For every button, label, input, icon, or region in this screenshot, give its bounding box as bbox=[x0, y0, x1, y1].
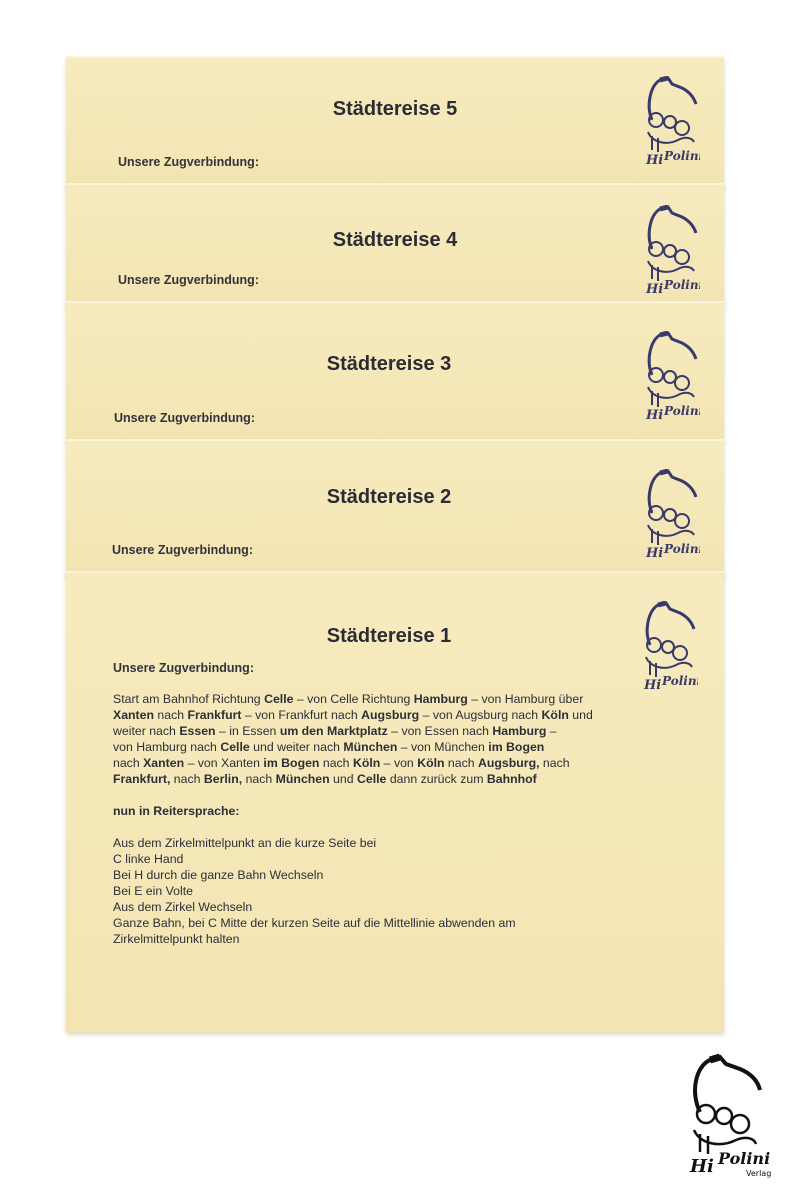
brand-tag: Verlag bbox=[746, 1169, 772, 1178]
card-subtitle: Unsere Zugverbindung: bbox=[112, 543, 253, 557]
route-city: Köln bbox=[417, 756, 445, 770]
route-text: – von Frankfurt nach bbox=[241, 708, 362, 722]
route-paragraph bbox=[113, 691, 693, 787]
card-3 bbox=[66, 301, 724, 441]
route-city: Xanten bbox=[113, 708, 154, 722]
card-subtitle: Unsere Zugverbindung: bbox=[114, 411, 255, 425]
hi-polini-logo-icon bbox=[638, 469, 700, 569]
route-line bbox=[113, 707, 693, 723]
instruction-list bbox=[113, 835, 693, 947]
route-text: nach bbox=[154, 708, 188, 722]
route-text: von Hamburg nach bbox=[113, 740, 221, 754]
hi-polini-logo-icon bbox=[638, 331, 700, 431]
card-2 bbox=[66, 439, 724, 577]
svg-text:Polini: Polini bbox=[718, 1149, 771, 1168]
reiter-heading: nun in Reitersprache: bbox=[113, 804, 240, 818]
route-text: – von München bbox=[397, 740, 489, 754]
route-city: Berlin, bbox=[203, 772, 243, 786]
route-text: – von Hamburg über bbox=[467, 692, 584, 706]
route-city: im Bogen bbox=[488, 740, 545, 754]
route-city: Essen bbox=[179, 724, 216, 738]
route-city: im Bogen bbox=[263, 756, 320, 770]
instruction-line: Ganze Bahn, bei C Mitte der kurzen Seite auf die Mittellinie abwenden am bbox=[113, 916, 516, 930]
card-stack bbox=[66, 56, 724, 1030]
route-city: Frankfurt bbox=[187, 708, 242, 722]
card-title: Städtereise 3 bbox=[326, 353, 452, 375]
route-city: Hamburg bbox=[413, 692, 468, 706]
card-title: Städtereise 5 bbox=[332, 98, 458, 120]
route-city: Frankfurt, bbox=[113, 772, 171, 786]
brand-logo bbox=[682, 1052, 782, 1180]
route-city: Hamburg bbox=[492, 724, 547, 738]
route-text: – von Xanten bbox=[184, 756, 264, 770]
route-city: Celle bbox=[264, 692, 294, 706]
route-city: Augsburg, bbox=[478, 756, 540, 770]
card-title: Städtereise 1 bbox=[326, 625, 452, 647]
route-text: dann zurück zum bbox=[386, 772, 487, 786]
route-city: um den Marktplatz bbox=[279, 724, 388, 738]
route-city: Bahnhof bbox=[486, 772, 537, 786]
route-city: Xanten bbox=[143, 756, 185, 770]
route-text: – von Augsburg nach bbox=[419, 708, 542, 722]
route-line bbox=[113, 771, 693, 787]
route-description bbox=[113, 691, 693, 947]
route-text: und bbox=[568, 708, 593, 722]
route-text: weiter nach bbox=[113, 724, 180, 738]
svg-text:Hi: Hi bbox=[690, 1156, 714, 1177]
instruction-line: Bei H durch die ganze Bahn Wechseln bbox=[113, 868, 324, 882]
route-city: Celle bbox=[357, 772, 387, 786]
route-text: nach bbox=[539, 756, 570, 770]
hi-polini-logo-icon bbox=[636, 601, 698, 701]
route-city: Köln bbox=[541, 708, 569, 722]
route-city: München bbox=[275, 772, 330, 786]
route-text: nach bbox=[242, 772, 276, 786]
instruction-line: Zirkelmittelpunkt halten bbox=[113, 932, 240, 946]
route-text: nach bbox=[444, 756, 479, 770]
hi-polini-verlag-logo-icon bbox=[682, 1052, 782, 1180]
instruction-line: Bei E ein Volte bbox=[113, 884, 193, 898]
route-city: Augsburg bbox=[361, 708, 420, 722]
route-city: Köln bbox=[352, 756, 381, 770]
card-subtitle: Unsere Zugverbindung: bbox=[118, 273, 259, 287]
card-1 bbox=[66, 571, 724, 1032]
route-text: – bbox=[546, 724, 557, 738]
route-city: München bbox=[343, 740, 398, 754]
card-4 bbox=[66, 183, 724, 305]
card-5 bbox=[66, 56, 724, 188]
route-text: nach bbox=[170, 772, 204, 786]
route-text: nach bbox=[113, 756, 144, 770]
card-subtitle: Unsere Zugverbindung: bbox=[113, 661, 254, 675]
route-line bbox=[113, 691, 693, 707]
route-text: – von bbox=[380, 756, 418, 770]
card-title: Städtereise 2 bbox=[326, 486, 452, 508]
route-text: Start am Bahnhof Richtung bbox=[113, 692, 265, 706]
card-subtitle: Unsere Zugverbindung: bbox=[118, 155, 259, 169]
route-text: – von Essen nach bbox=[387, 724, 493, 738]
route-line bbox=[113, 755, 693, 771]
route-text: und weiter nach bbox=[249, 740, 344, 754]
card-title: Städtereise 4 bbox=[332, 229, 458, 251]
instruction-line: Aus dem Zirkel Wechseln bbox=[113, 900, 253, 914]
route-line bbox=[113, 739, 693, 755]
hi-polini-logo-icon bbox=[638, 205, 700, 305]
instruction-line: Aus dem Zirkelmittelpunkt an die kurze Seite bei bbox=[113, 836, 377, 850]
route-text: nach bbox=[319, 756, 353, 770]
hi-polini-logo-icon bbox=[638, 76, 700, 176]
route-city: Celle bbox=[220, 740, 250, 754]
route-line bbox=[113, 723, 693, 739]
route-text: und bbox=[329, 772, 357, 786]
route-text: – von Celle Richtung bbox=[293, 692, 414, 706]
instruction-line: C linke Hand bbox=[113, 852, 184, 866]
route-text: – in Essen bbox=[215, 724, 280, 738]
